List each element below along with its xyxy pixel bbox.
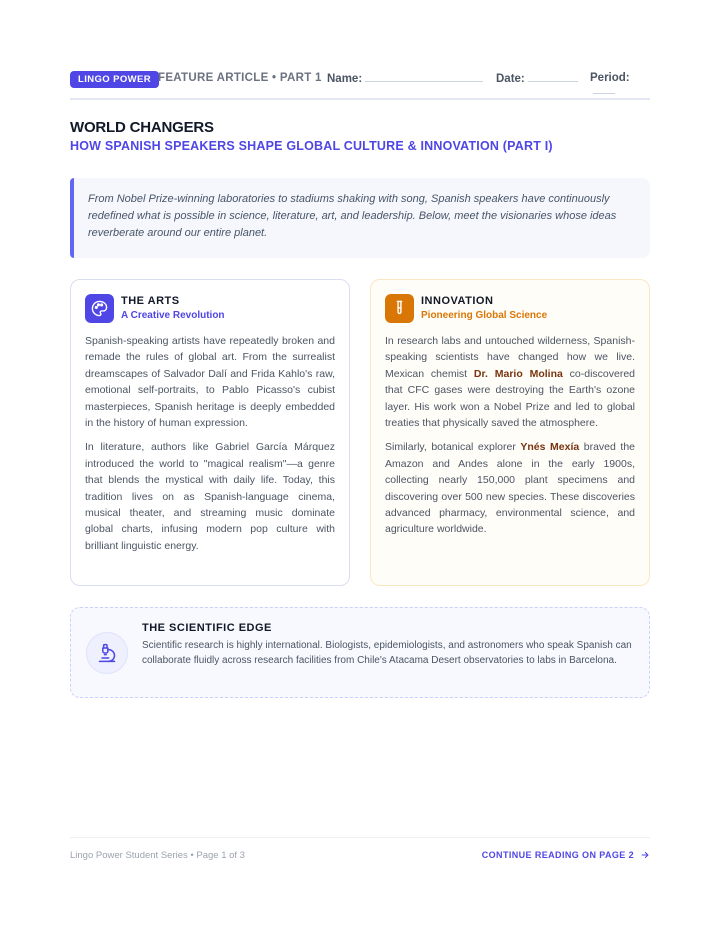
period-label: Period: [590,72,630,84]
date-field[interactable] [496,72,578,85]
page-subtitle: HOW SPANISH SPEAKERS SHAPE GLOBAL CULTURE & INNOVATION (PART I) [70,139,553,153]
molina-highlight: Dr. Mario Molina [473,367,563,380]
innovation-p1-text: In research labs and untouched wilderness, Spanish-speaking scientists have changed how we live. Mexican chemist [385,335,635,380]
scientific-edge-callout [70,607,650,698]
scientific-edge-title: THE SCIENTIFIC EDGE [142,622,272,634]
continue-reading-label: CONTINUE READING ON PAGE 2 [481,850,634,860]
date-line[interactable] [528,72,578,82]
name-line[interactable] [365,72,483,82]
intro-callout: From Nobel Prize-winning laboratories to stadiums shaking with song, Spanish speakers have continuously redefined what is possible in science, literature, art, and leadership. Below, meet the visionaries whose ideas reverberate around our entire planet. [70,178,650,258]
innovation-p1-text-end: co-discovered that CFC gases were destroying the Earth's ozone layer. His work won a Nobel Prize and led to global treaties that physically saved the atmosphere. [385,367,636,430]
innovation-paragraph-1 [385,333,635,431]
arts-card [70,279,350,586]
innovation-body [385,333,635,546]
arts-subtitle: A Creative Revolution [121,310,225,321]
innovation-paragraph-2 [385,439,635,537]
scientific-edge-text: Scientific research is highly international. Biologists, epidemiologists, and astronomers who speak Spanish can collaborate fluidly across research facilities from Chile's Atacama Desert observatories to labs in Barcelona. [142,640,632,666]
innovation-p2-text-end: braved the Amazon and Andes alone in the early 1900s, collecting nearly 150,000 plant specimens and discovering over 500 new species. These discoveries advanced pharmacy, environmental science, and agriculture worldwide. [385,441,635,536]
arrow-right-icon [640,850,650,860]
continue-reading-link[interactable] [482,850,650,860]
arts-paragraph-2: In literature, authors like Gabriel García Márquez introduced the world to "magical realism"—a genre that blends the mystical with daily life. Today, this tradition lives on as Spanish-language cinema, musical theater, and streaming music dominate global charts, infusing modern pop culture with brilliant linguistic energy. [85,441,335,552]
worksheet-header [70,70,650,100]
name-field[interactable] [327,72,483,85]
test-tube-icon [385,294,414,323]
arts-paragraph-1: Spanish-speaking artists have repeatedly broken and remade the rules of global art. From the surrealist dreamscapes of Salvador Dalí and Frida Kahlo's raw, emotional self-portraits, to Pablo Picasso's cubist masterpieces, Spanish heritage is deeply embedded in the history of human expression. [85,335,335,430]
date-label: Date: [496,73,525,85]
innovation-card [370,279,650,586]
mexia-highlight: Ynés Mexía [520,441,580,454]
innovation-title: INNOVATION [421,295,494,307]
arts-title: THE ARTS [121,295,180,307]
brand-badge: LINGO POWER [70,71,159,88]
period-field[interactable] [590,72,650,97]
page-title: WORLD CHANGERS [70,119,214,136]
microscope-icon [86,632,128,674]
page-footer [70,837,650,867]
arts-body [85,333,335,562]
innovation-p2-text: Similarly, botanical explorer [385,441,521,454]
footer-series-label: Lingo Power Student Series • Page 1 of 3 [70,850,245,861]
period-line[interactable] [593,84,615,94]
name-label: Name: [327,73,363,85]
palette-icon [85,294,114,323]
article-kicker: FEATURE ARTICLE • PART 1 [158,72,322,84]
innovation-subtitle: Pioneering Global Science [421,310,548,321]
